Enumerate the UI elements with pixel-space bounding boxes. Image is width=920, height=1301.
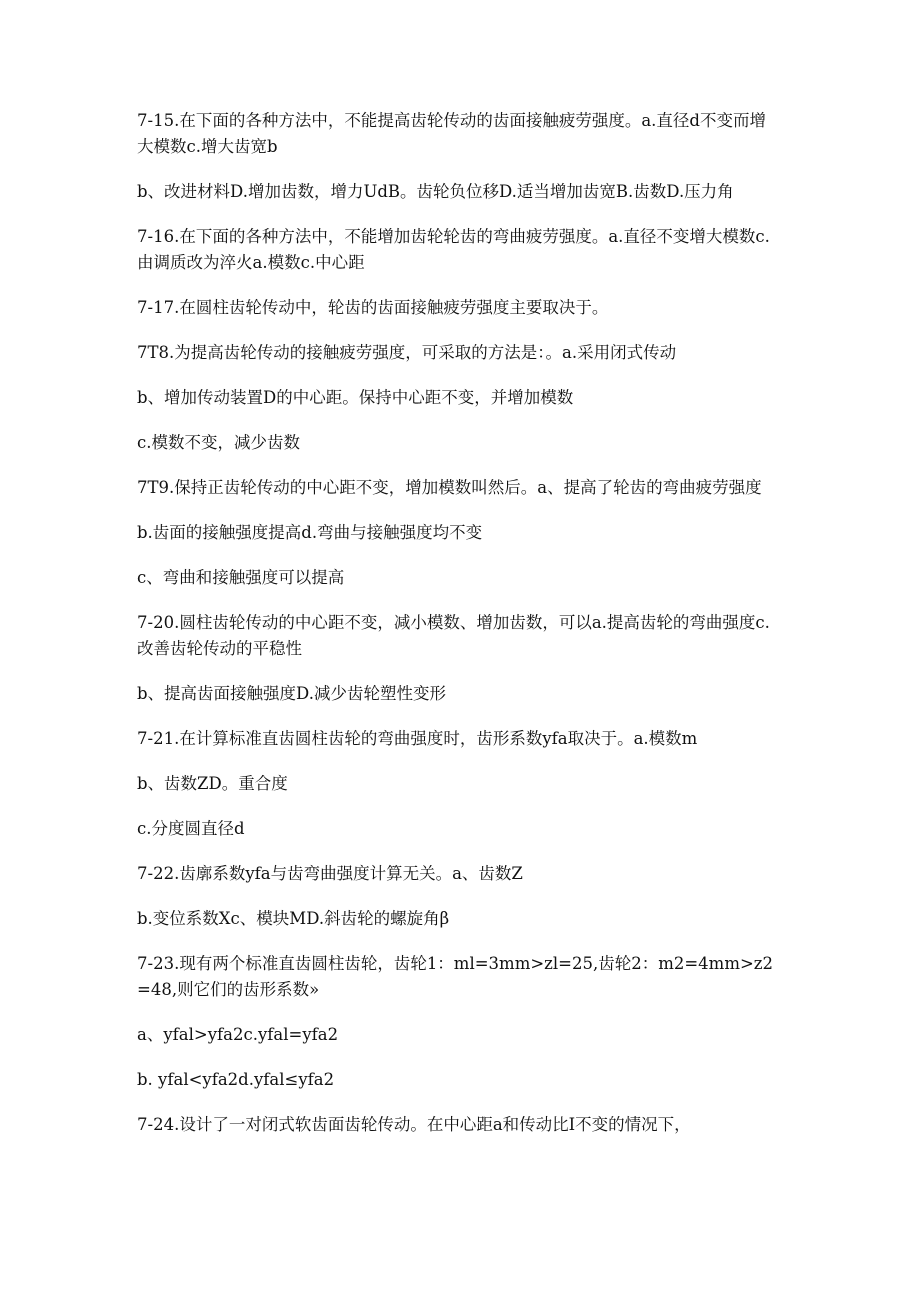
options-7-20-b: b、提高齿面接触强度D.减少齿轮塑性变形 bbox=[137, 684, 446, 703]
question-7-19: 7T9.保持正齿轮传动的中心距不变，增加模数叫然后。a、提高了轮齿的弯曲疲劳强度 bbox=[137, 478, 762, 497]
question-7-23: 7-23.现有两个标准直齿圆柱齿轮，齿轮1：ml=3mm>zl=25,齿轮2：m2=4mm>z2=48,则它们的齿形系数» bbox=[137, 954, 773, 999]
question-7-15: 7-15.在下面的各种方法中，不能提高齿轮传动的齿面接触疲劳强度。a.直径d不变而增大模数c.增大齿宽b bbox=[137, 111, 766, 156]
options-7-18-c: c.模数不变，减少齿数 bbox=[137, 433, 300, 452]
question-7-16: 7-16.在下面的各种方法中，不能增加齿轮轮齿的弯曲疲劳强度。a.直径不变增大模数c.由调质改为淬火a.模数c.中心距 bbox=[137, 227, 770, 272]
question-7-20: 7-20.圆柱齿轮传动的中心距不变，减小模数、增加齿数，可以a.提高齿轮的弯曲强度c.改善齿轮传动的平稳性 bbox=[137, 613, 770, 658]
options-7-15: b、改进材料D.增加齿数，增力UdB。齿轮负位移D.适当增加齿宽B.齿数D.压力角 bbox=[137, 182, 734, 201]
options-7-23-a: a、yfal>yfa2c.yfal=yfa2 bbox=[137, 1025, 339, 1044]
options-7-21-c: c.分度圆直径d bbox=[137, 819, 245, 838]
question-7-24: 7-24.设计了一对闭式软齿面齿轮传动。在中心距a和传动比I不变的情况下， bbox=[137, 1115, 691, 1134]
options-7-18-b: b、增加传动装置D的中心距。保持中心距不变，并增加模数 bbox=[137, 388, 574, 407]
question-7-22: 7-22.齿廓系数yfa与齿弯曲强度计算无关。a、齿数Z bbox=[137, 864, 523, 883]
document-body bbox=[137, 108, 780, 1157]
options-7-21-b: b、齿数ZD。重合度 bbox=[137, 774, 288, 793]
question-7-21: 7-21.在计算标准直齿圆柱齿轮的弯曲强度时，齿形系数yfa取决于。a.模数m bbox=[137, 729, 698, 748]
question-7-17: 7-17.在圆柱齿轮传动中，轮齿的齿面接触疲劳强度主要取决于。 bbox=[137, 298, 609, 317]
options-7-22-b: b.变位系数Xc、模块MD.斜齿轮的螺旋角β bbox=[137, 909, 450, 928]
question-7-18: 7T8.为提高齿轮传动的接触疲劳强度，可采取的方法是：。a.采用闭式传动 bbox=[137, 343, 677, 362]
options-7-23-b: b. yfal<yfa2d.yfal≤yfa2 bbox=[137, 1070, 335, 1089]
options-7-19-c: c、弯曲和接触强度可以提高 bbox=[137, 568, 345, 587]
options-7-19-b: b.齿面的接触强度提高d.弯曲与接触强度均不变 bbox=[137, 523, 483, 542]
